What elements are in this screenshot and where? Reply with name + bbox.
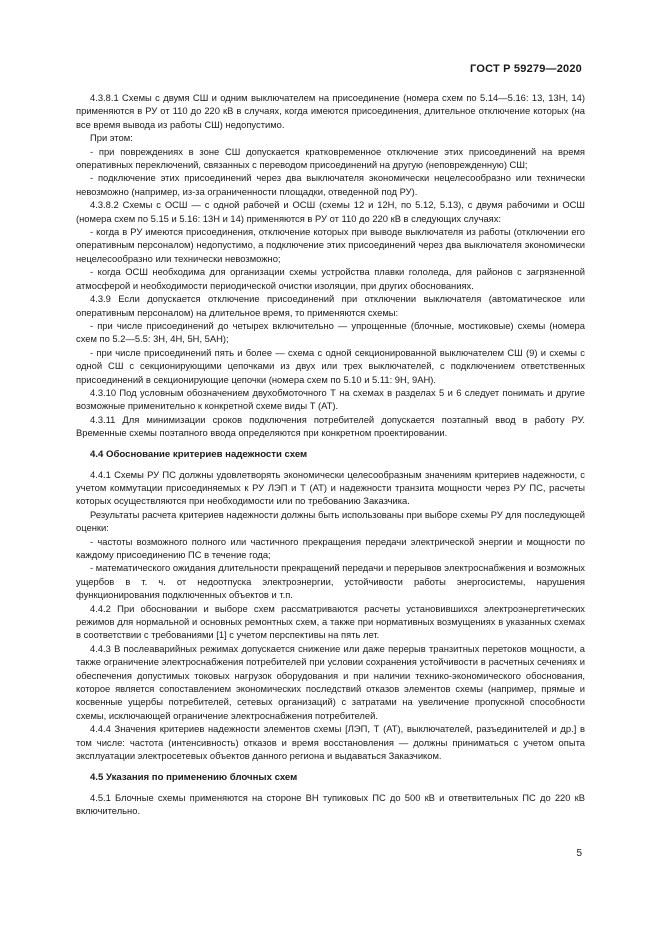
paragraph: - при числе присоединений пять и более — схема с одной секционированной выключателем СШ (9) и схемы с одной СШ с секционирующими цепочками из двух или трех выключателей, с подключением ответственных присоединений в секционирующие цепочки (номера схем по 5.10 и 5.11: 9Н, 9АН). bbox=[76, 346, 585, 385]
paragraph: 4.4.1 Схемы РУ ПС должны удовлетворять экономически целесообразным значениям критериев надежности, с учетом коммутации присоединяемых к РУ ЛЭП и Т (АТ) и надежности транзита мощности через РУ ПС, расчеты которых осуществляются при необходимости или по требованию Заказчика. bbox=[76, 468, 585, 507]
page-number: 5 bbox=[576, 848, 582, 859]
paragraph: - когда в РУ имеются присоединения, отключение которых при выводе выключателя из работы (отключении его оперативным персоналом) недопустимо, а подключение этих присоединений через два выключателя экономически нецелесообразно или технически невозможно; bbox=[76, 226, 585, 264]
paragraph: - при числе присоединений до четырех включительно — упрощенные (блочные, мостиковые) схемы (номера схем по 5.2—5.5: 3Н, 4Н, 5Н, 5АН); bbox=[76, 319, 585, 345]
document-code: ГОСТ Р 59279—2020 bbox=[470, 63, 582, 75]
paragraph: 4.3.8.2 Схемы с ОСШ — с одной рабочей и ОСШ (схемы 12 и 12Н, по 5.12, 5.13), с двумя рабочими и ОСШ (номера схем по 5.15 и 5.16: 13Н и 14) применяются в РУ от 110 до 220 кВ в следующих случаях: bbox=[76, 199, 585, 224]
section-heading: 4.4 Обоснование критериев надежности схем bbox=[90, 448, 308, 460]
paragraph: - когда ОСШ необходима для организации схемы устройства плавки гололеда, для районов с загрязненной атмосферой и необходимости периодической очистки изоляции, при других обоснованиях. bbox=[76, 266, 585, 291]
paragraph: - математического ожидания длительности прекращений передачи и перерывов электроснабжения и возможных ущербов в т. ч. от недоотпуска электроэнергии, устойчивости работы энергосистемы, нарушения функционирования подключенных объектов и т.п. bbox=[76, 562, 585, 601]
paragraph: - частоты возможного полного или частичного прекращения передачи электрической энергии и мощности по каждому присоединению ПС в течение года; bbox=[76, 535, 585, 560]
paragraph: 4.4.2 При обосновании и выборе схем рассматриваются расчеты установившихся электроэнергетических режимов для нормальной и основных ремонтных схем, а также при нормативных возмущениях в указанных схемах в соответствии с требованиями [1] с учетом перспективы на пять лет. bbox=[76, 602, 585, 641]
paragraph: При этом: bbox=[90, 132, 133, 144]
paragraph: 4.3.9 Если допускается отключение присоединений при отключении выключателя (автоматическое или оперативным персоналом) на длительное время, то применяются схемы: bbox=[76, 293, 585, 318]
paragraph: 4.3.11 Для минимизации сроков подключения потребителей допускается поэтапный ввод в работу РУ. Временные схемы поэтапного ввода определяются при конкретном проектировании. bbox=[76, 413, 585, 439]
paragraph: 4.3.8.1 Схемы с двумя СШ и одним выключателем на присоединение (номера схем по 5.14—5.16: 13, 13Н, 14) применяются в РУ от 110 до 220 кВ в случаях, когда имеются присоединения, длительное отключение которых (на все время вывода из работы СШ) недопустимо. bbox=[76, 92, 585, 130]
paragraph: - при повреждениях в зоне СШ допускается кратковременное отключение этих присоединений на время оперативных переключений, связанных с переводом присоединений на другую (неповрежденную) СШ; bbox=[76, 145, 585, 171]
paragraph: 4.4.3 В послеаварийных режимах допускается снижение или даже перерыв транзитных перетоков мощности, а также ограничение электроснабжения потребителей при условии сохранения устойчивости в расчетных сечениях и обеспечения допустимых токовых нагрузок оборудования и при наличии технико-экономического обоснования, которое является сопоставлением экономических последствий отказов элементов схемы (например, прямые и косвенные ущербы потребителей, сетевых организаций) с затратами на увеличение пропускной способности схемы, исключающей ограничение электроснабжения потребителей. bbox=[76, 642, 585, 721]
paragraph: 4.5.1 Блочные схемы применяются на стороне ВН тупиковых ПС до 500 кВ и ответвительных ПС до 220 кВ включительно. bbox=[76, 791, 585, 816]
paragraph: 4.3.10 Под условным обозначением двухобмоточного Т на схемах в разделах 5 и 6 следует понимать и другие возможные применительно к конкретной схеме виды Т (АТ). bbox=[76, 386, 585, 412]
section-heading: 4.5 Указания по применению блочных схем bbox=[90, 771, 298, 783]
paragraph: Результаты расчета критериев надежности должны быть использованы при выборе схемы РУ для последующей оценки: bbox=[76, 508, 585, 534]
document-body bbox=[76, 91, 585, 817]
paragraph: 4.4.4 Значения критериев надежности элементов схемы [ЛЭП, Т (АТ), выключателей, разъединителей и др.] в том числе: частота (интенсивность) отказов и время восстановления — должны приниматься с учетом опыта эксплуатации электросетевых объектов данного региона и выдаваться Заказчиком. bbox=[76, 723, 585, 762]
paragraph: - подключение этих присоединений через два выключателя экономически нецелесообразно или технически невозможно (например, из-за ограниченности площадки, отведенной под РУ). bbox=[76, 172, 585, 197]
